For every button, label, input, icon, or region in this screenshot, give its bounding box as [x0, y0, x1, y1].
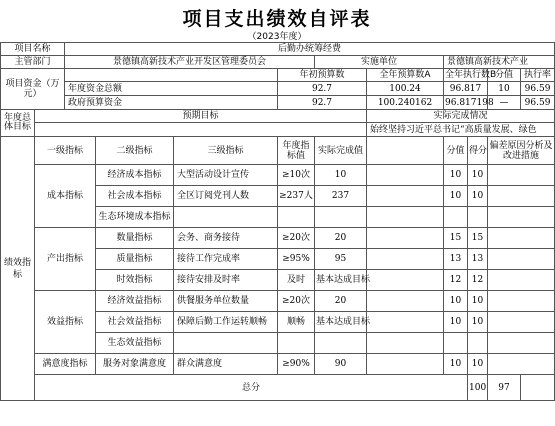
- goals-actual-label: 实际完成情况: [367, 110, 555, 123]
- perf-blank: [367, 186, 444, 207]
- goals-actual-text: 始终坚持习近平总书记“高质量发展、绿色: [367, 123, 555, 137]
- perf-l3: 群众满意度: [174, 354, 278, 375]
- table-row: [1, 228, 555, 249]
- perf-l2: 数量指标: [96, 228, 174, 249]
- perf-value: 10: [444, 354, 468, 375]
- perf-head-actual-value: 实际完成值: [315, 137, 367, 165]
- perf-target: [278, 333, 315, 354]
- funds-initial: 92.7: [278, 96, 367, 110]
- perf-group-label: 成本指标: [35, 165, 96, 228]
- perf-l3: 供餐服务单位数量: [174, 291, 278, 312]
- perf-target: ≥237人: [278, 186, 315, 207]
- perf-l3: 接待工作完成率: [174, 249, 278, 270]
- perf-score: 10: [468, 291, 488, 312]
- row-project-name: [1, 43, 555, 56]
- perf-reason: [488, 228, 555, 249]
- evaluation-table: [0, 42, 555, 401]
- perf-l3: 全区订阅党刊人数: [174, 186, 278, 207]
- perf-blank: [367, 333, 444, 354]
- row-funds-total: [1, 82, 555, 96]
- perf-head-blank: [367, 137, 444, 165]
- funds-head-executed: 全年执行数B: [445, 70, 497, 80]
- perf-score: 10: [468, 165, 488, 186]
- perf-group-label: 效益指标: [35, 291, 96, 354]
- perf-actual: [315, 207, 367, 228]
- sheet-year: （2023年度）: [247, 32, 307, 42]
- sheet-title: 项目支出绩效自评表: [182, 8, 372, 30]
- funds-annual: 100.24: [367, 82, 444, 96]
- perf-reason: [488, 249, 555, 270]
- perf-l3: 会务、商务接待: [174, 228, 278, 249]
- funds-executed: 96.817: [444, 82, 488, 96]
- perf-actual: 237: [315, 186, 367, 207]
- perf-score: 12: [468, 270, 488, 291]
- funds-row-label: 年度资金总额: [65, 82, 278, 96]
- goals-label: 年度总体目标: [1, 110, 35, 137]
- perf-head-score: 得分: [468, 137, 488, 165]
- perf-blank: [367, 270, 444, 291]
- total-score: 97: [488, 375, 521, 401]
- perf-score: [468, 207, 488, 228]
- funds-header-blank: [65, 69, 278, 82]
- funds-rate: 96.59: [521, 82, 555, 96]
- perf-actual: 基本达成目标: [315, 270, 367, 291]
- perf-l2: 生态环境成本指标: [96, 207, 174, 228]
- perf-actual: 20: [315, 228, 367, 249]
- perf-reason: [488, 207, 555, 228]
- perf-value: 10: [444, 186, 468, 207]
- perf-score: 15: [468, 228, 488, 249]
- project-name-value: 后勤办统筹经费: [65, 43, 555, 56]
- perf-blank: [367, 165, 444, 186]
- funds-label: 项目资金（万元）: [1, 69, 65, 110]
- perf-actual: 基本达成目标: [315, 312, 367, 333]
- row-department: [1, 56, 555, 69]
- perf-l2: 社会效益指标: [96, 312, 174, 333]
- row-funds-gov: [1, 96, 555, 110]
- perf-reason: [488, 270, 555, 291]
- funds-head-score-value: 分值: [488, 69, 521, 82]
- perf-score: 13: [468, 249, 488, 270]
- perf-group-label: 产出指标: [35, 228, 96, 291]
- dept-label: 主管部门: [1, 56, 65, 69]
- funds-initial: 92.7: [278, 82, 367, 96]
- total-label: 总分: [35, 375, 468, 401]
- perf-reason: [488, 333, 555, 354]
- perf-value: 12: [444, 270, 468, 291]
- row-perf-header: [1, 137, 555, 165]
- funds-rate: 96.59: [521, 96, 555, 110]
- dept-value: 景德镇高新技术产业开发区管理委员会: [65, 56, 315, 69]
- perf-l3: 大型活动设计宣传: [174, 165, 278, 186]
- funds-head-initial: 年初预算数: [278, 69, 367, 82]
- total-blank: [521, 375, 555, 401]
- perf-value: 10: [444, 165, 468, 186]
- perf-value: [444, 207, 468, 228]
- row-total: [1, 375, 555, 401]
- goals-planned-label: 预期目标: [35, 110, 367, 123]
- row-goals-content: [1, 123, 555, 137]
- perf-head-annual-value: 年度指标值: [278, 137, 315, 165]
- perf-l2: 生态效益指标: [96, 333, 174, 354]
- perf-l2: 经济成本指标: [96, 165, 174, 186]
- perf-reason: [488, 165, 555, 186]
- perf-target: ≥20次: [278, 228, 315, 249]
- funds-score-value: 10: [488, 82, 521, 96]
- perf-value: 15: [444, 228, 468, 249]
- perf-reason: [488, 291, 555, 312]
- funds-head-rate: 执行率: [521, 69, 555, 82]
- perf-group-label: 满意度指标: [35, 354, 96, 375]
- perf-l3: [174, 207, 278, 228]
- perf-head-l2: 二级指标: [96, 137, 174, 165]
- perf-target: ≥90%: [278, 354, 315, 375]
- perf-reason: [488, 354, 555, 375]
- perf-blank: [367, 312, 444, 333]
- perf-value: 10: [444, 312, 468, 333]
- perf-actual: 90: [315, 354, 367, 375]
- perf-head-l3: 三级指标: [174, 137, 278, 165]
- perf-value: 13: [444, 249, 468, 270]
- unit-label: 实施单位: [315, 56, 444, 69]
- perf-score: 10: [468, 186, 488, 207]
- perf-actual: 95: [315, 249, 367, 270]
- perf-score: 10: [468, 312, 488, 333]
- perf-target: ≥95%: [278, 249, 315, 270]
- row-goals-header: [1, 110, 555, 123]
- table-row: [1, 291, 555, 312]
- unit-value: 景德镇高新技术产业: [444, 56, 555, 69]
- perf-blank: [367, 354, 444, 375]
- perf-l3: [174, 333, 278, 354]
- perf-section-label: 绩效指标: [1, 137, 35, 401]
- funds-head-annual: 全年预算数A: [367, 69, 444, 82]
- perf-l3: 接待安排及时率: [174, 270, 278, 291]
- perf-blank: [367, 207, 444, 228]
- perf-score: [468, 333, 488, 354]
- table-row: [1, 165, 555, 186]
- perf-target: ≥20次: [278, 291, 315, 312]
- perf-actual: 20: [315, 291, 367, 312]
- perf-target: ≥10次: [278, 165, 315, 186]
- table-row: [1, 354, 555, 375]
- perf-target: 顺畅: [278, 312, 315, 333]
- perf-score: 10: [468, 354, 488, 375]
- project-name-label: 项目名称: [1, 43, 65, 56]
- perf-reason: [488, 186, 555, 207]
- perf-target: [278, 207, 315, 228]
- perf-l2: 社会成本指标: [96, 186, 174, 207]
- perf-value: [444, 333, 468, 354]
- perf-blank: [367, 249, 444, 270]
- perf-head-l1: 一级指标: [35, 137, 96, 165]
- perf-head-reason: 偏差原因分析及改进措施: [488, 137, 555, 165]
- perf-blank: [367, 228, 444, 249]
- perf-l2: 时效指标: [96, 270, 174, 291]
- perf-actual: 10: [315, 165, 367, 186]
- perf-l2: 质量指标: [96, 249, 174, 270]
- goals-planned-text: [35, 123, 367, 137]
- funds-score-value: —: [488, 96, 521, 110]
- perf-reason: [488, 312, 555, 333]
- funds-row-label: 政府预算资金: [65, 96, 278, 110]
- funds-annual: 100.240162: [367, 96, 444, 110]
- row-funds-header: [1, 69, 555, 82]
- total-value: 100: [468, 375, 488, 401]
- perf-value: 10: [444, 291, 468, 312]
- perf-head-score-value: 分值: [444, 137, 468, 165]
- perf-actual: [315, 333, 367, 354]
- perf-l3: 保障后勤工作运转顺畅: [174, 312, 278, 333]
- perf-l2: 经济效益指标: [96, 291, 174, 312]
- perf-blank: [367, 291, 444, 312]
- funds-executed: 96.817198: [445, 97, 494, 108]
- perf-target: 及时: [278, 270, 315, 291]
- perf-l2: 服务对象满意度: [96, 354, 174, 375]
